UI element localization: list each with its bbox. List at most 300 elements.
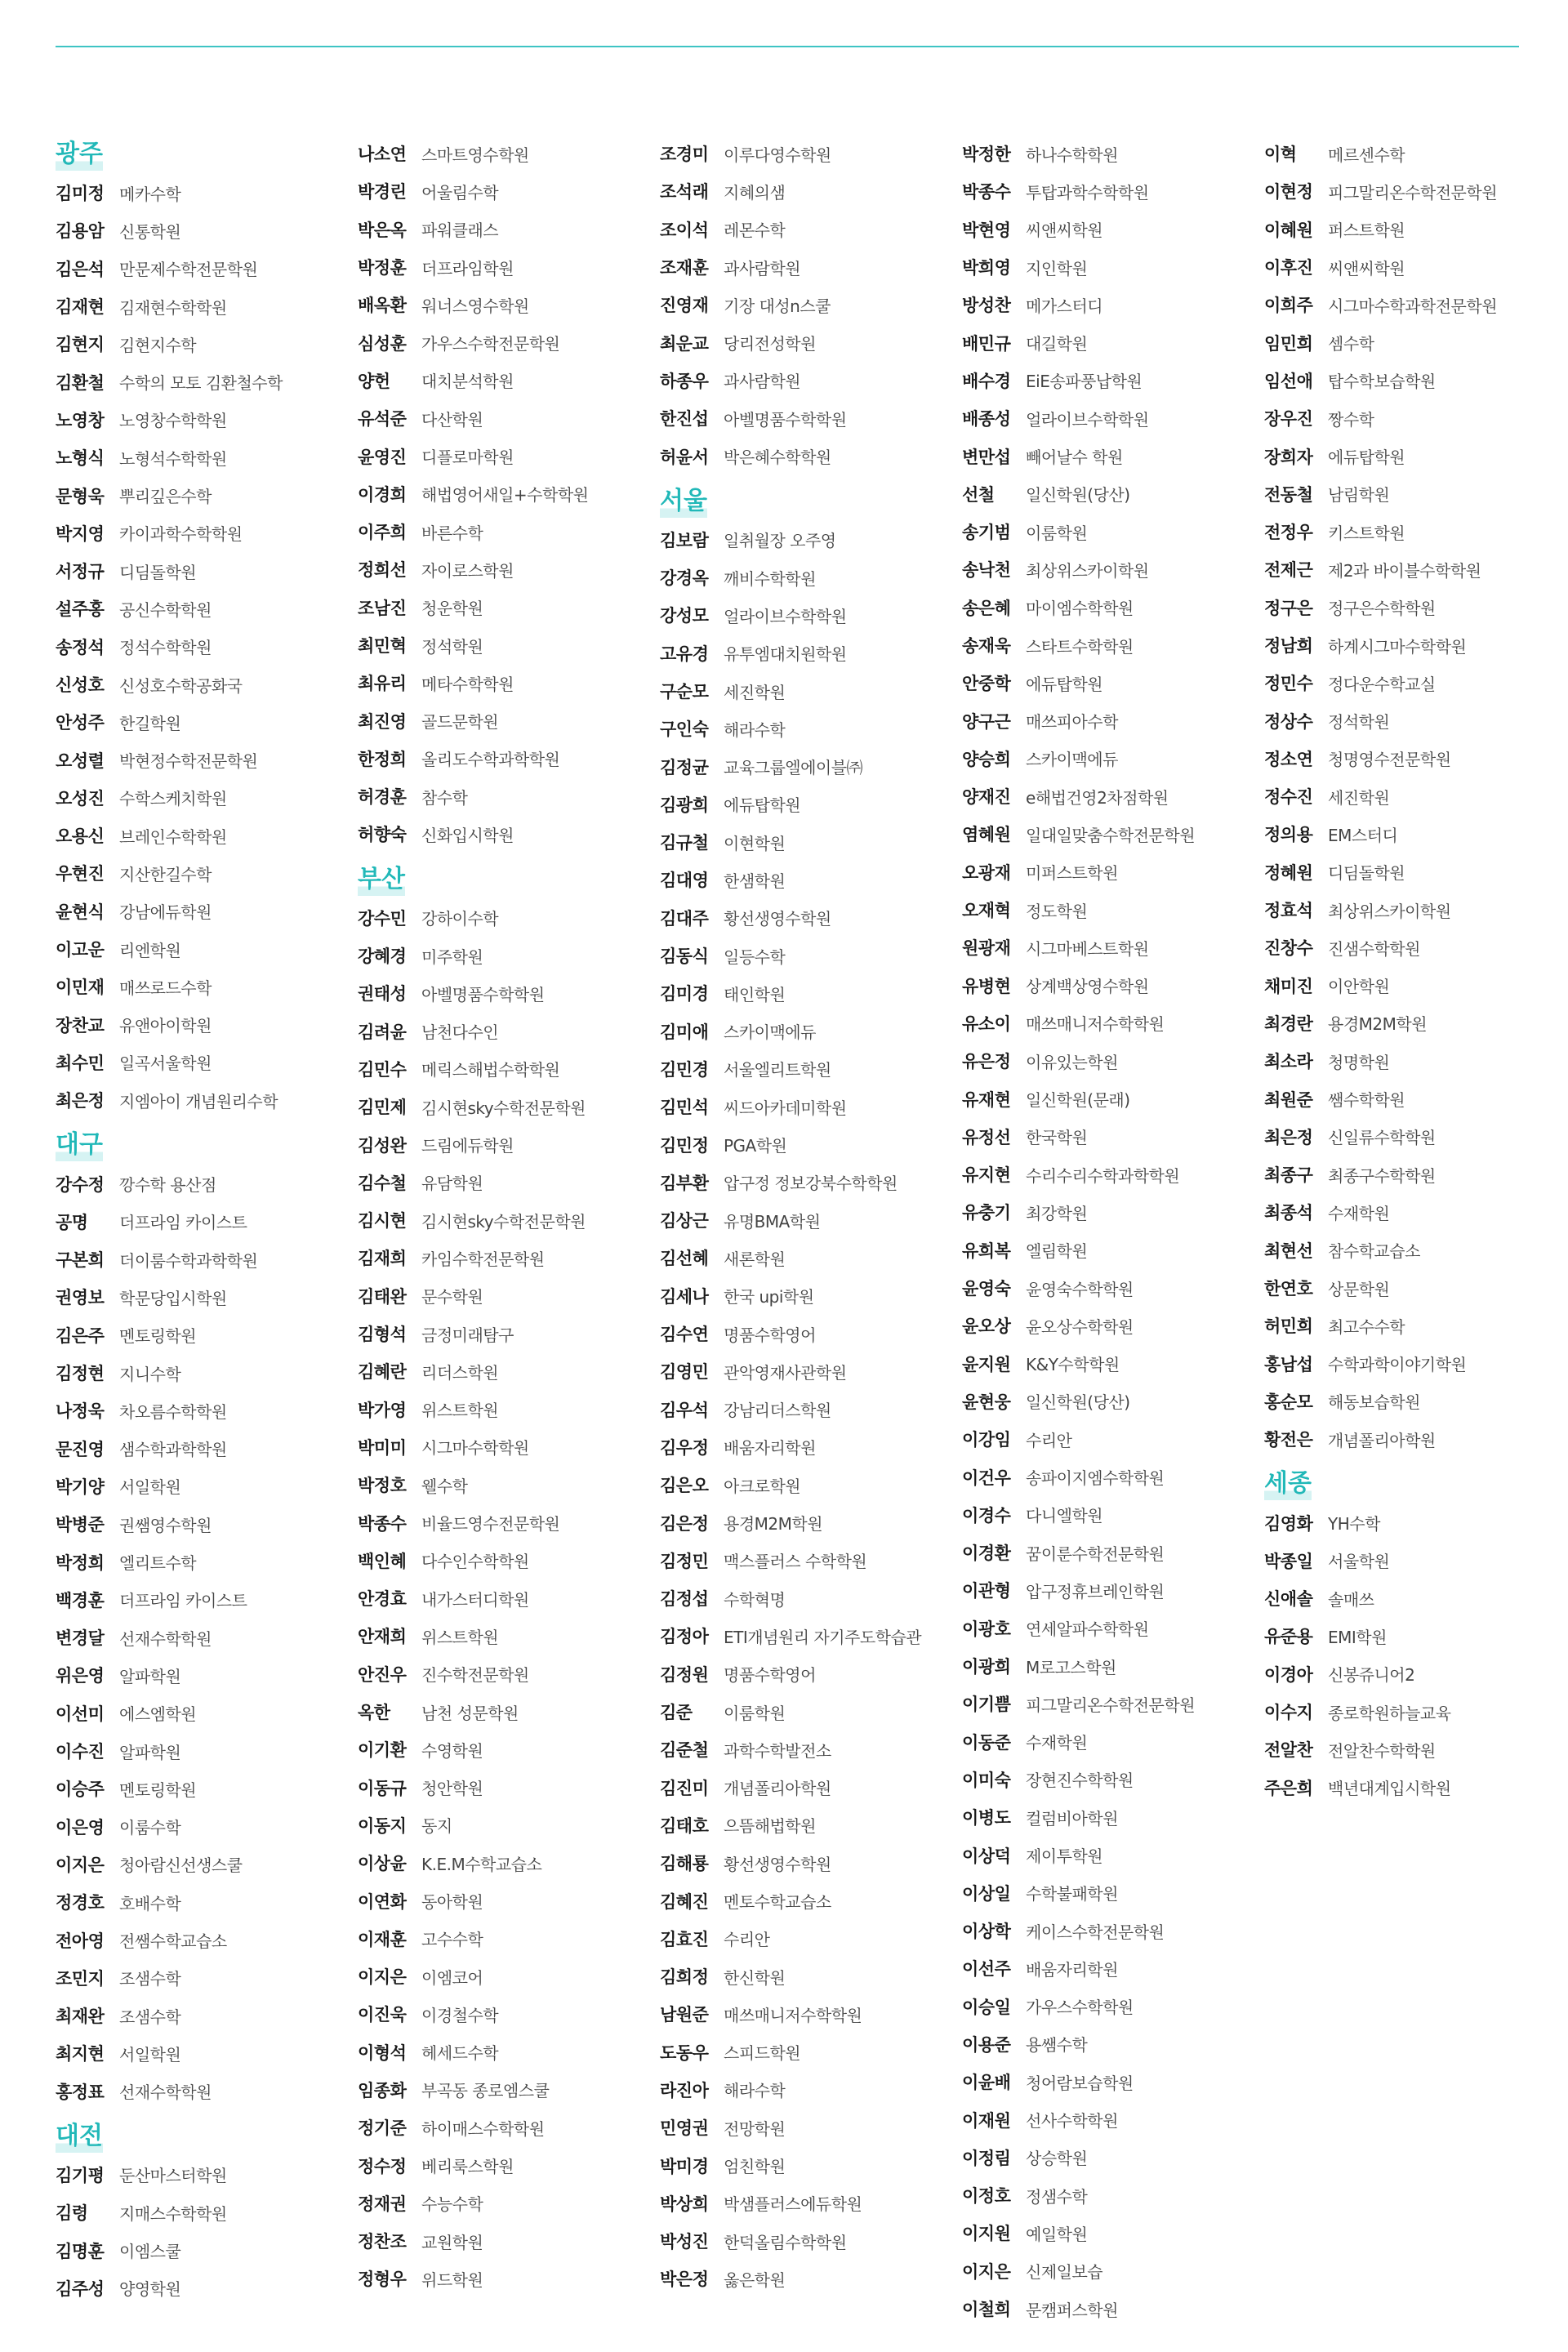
list-item [358,1768,652,1806]
academy-name: 종로학원하늘교육 [1328,1703,1451,1723]
academy-name: 알파학원 [119,1666,181,1686]
academy-name: 수재학원 [1026,1733,1088,1753]
list-item [56,552,350,590]
teacher-name: 송재욱 [962,636,1011,656]
academy-name: 시그마수학과학전문학원 [1328,296,1498,316]
teacher-name: 정형우 [358,2270,407,2290]
list-item [962,740,1256,777]
teacher-name: 박미경 [660,2156,709,2176]
academy-name: 일신학원(당산) [1026,1392,1130,1413]
academy-name: 최상위스카이학원 [1328,901,1451,921]
list-item [358,1958,652,1995]
teacher-name: 최민혁 [358,636,407,656]
list-item [660,1768,954,1806]
list-item [358,1013,652,1050]
list-item [660,2260,954,2297]
teacher-name: 송기범 [962,523,1011,543]
teacher-name: 박정훈 [358,258,407,278]
teacher-name: 김수철 [358,1173,407,1193]
academy-name: 피그말리온수학전문학원 [1328,182,1498,203]
teacher-name: 정경호 [56,1893,105,1913]
list-item [660,1239,954,1276]
teacher-name: 이광호 [962,1619,1011,1639]
teacher-name: 이미숙 [962,1770,1011,1790]
academy-name: 서울엘리트학원 [724,1060,831,1080]
list-item [358,437,652,474]
list-item [660,1428,954,1466]
teacher-name: 정희선 [358,560,407,581]
list-item [660,559,954,596]
list-item [962,1458,1256,1495]
teacher-name: 안성주 [56,713,105,733]
teacher-name: 이건우 [962,1468,1011,1488]
list-item [56,930,350,968]
teacher-name: 오용신 [56,826,105,847]
list-item [962,211,1256,248]
list-item [660,1201,954,1239]
teacher-name: 조남진 [358,598,407,618]
academy-name: 하나수학학원 [1026,145,1118,165]
teacher-name: 김시현 [358,1211,407,1232]
list-item [660,1844,954,1882]
list-item [358,777,652,815]
academy-name: 금정미래탐구 [421,1325,514,1345]
region-section [1264,135,1558,1458]
academy-name: 얼라이브수학학원 [1026,409,1149,430]
list-item [962,2063,1256,2100]
teacher-name: 장희자 [1264,447,1313,467]
list-item [962,929,1256,966]
teacher-name: 김성완 [358,1135,407,1156]
teacher-name: 김환철 [56,372,105,393]
teacher-name: 이승주 [56,1780,105,1800]
teacher-name: 이재훈 [358,1929,407,1949]
academy-name: 엘림학원 [1026,1241,1088,1262]
list-item [56,1278,350,1316]
top-divider-line [56,46,1519,47]
teacher-name: 김태호 [660,1815,709,1836]
list-item [660,899,954,937]
teacher-name: 채미진 [1264,976,1313,996]
academy-name: 가우스수학전문학원 [421,334,560,354]
list-item [1264,135,1558,172]
list-item [660,937,954,974]
academy-name: 아벨명품수학학원 [421,984,545,1004]
teacher-name: 오광재 [962,862,1011,883]
academy-name: 장현진수학학원 [1026,1771,1134,1791]
academy-name: 정샘수학 [1026,2186,1088,2207]
academy-name: 기장 대성n스쿨 [724,296,831,316]
teacher-name: 이수지 [1264,1703,1313,1723]
academy-name: 강남에듀학원 [119,902,212,923]
list-item [56,1695,350,1732]
list-item [660,1088,954,1125]
list-item [660,1013,954,1050]
list-item [56,1468,350,1505]
teacher-name: 김보람 [660,530,709,550]
academy-name: 헤세드수학 [421,2043,499,2064]
region-title: 부산 [358,865,405,896]
teacher-name: 송은혜 [962,598,1011,618]
teacher-name: 허경훈 [358,787,407,808]
teacher-name: 이용준 [962,2034,1011,2055]
academy-name: 메릭스해법수학학원 [421,1060,560,1080]
academy-name: 최종구수학학원 [1328,1165,1436,1186]
teacher-name: 김재희 [358,1249,407,1269]
academy-name: 투탑과학수학학원 [1026,182,1149,203]
academy-name: 미퍼스트학원 [1026,863,1118,884]
list-item [1264,815,1558,853]
teacher-name: 홍정표 [56,2082,105,2102]
academy-name: 위드학원 [421,2270,483,2290]
list-item [962,135,1256,172]
list-item [56,363,350,400]
academy-name: 스타트수학학원 [1026,636,1134,657]
academy-name: 엄친학원 [724,2157,786,2177]
teacher-name: 김민석 [660,1098,709,1118]
academy-name: 한샘학원 [724,871,786,891]
academy-name: 둔산마스터학원 [119,2166,227,2186]
teacher-name: 박현영 [962,220,1011,240]
teacher-name: 전알찬 [1264,1740,1313,1761]
list-item [1264,702,1558,739]
teacher-name: 오성렬 [56,751,105,771]
list-item [962,1836,1256,1873]
academy-name: 일신학원(당산) [1026,485,1130,506]
teacher-name: 김정섭 [660,1589,709,1610]
academy-name: 지산한길수학 [119,864,212,884]
teacher-name: 한진섭 [660,409,709,430]
list-item [56,1770,350,1807]
academy-name: 이룸학원 [724,1703,786,1723]
teacher-name: 김희정 [660,1967,709,1988]
column-1 [56,135,350,2307]
teacher-name: 강경옥 [660,568,709,589]
region-section [1264,1458,1558,1806]
academy-name: EiE송파풍납학원 [1026,372,1143,392]
academy-name: 수리안 [724,1930,770,1950]
academy-name: 최고수수학 [1328,1316,1405,1337]
region-section [660,135,954,475]
teacher-name: 홍순모 [1264,1392,1313,1412]
list-item [962,1949,1256,1987]
academy-name: 맥스플러스 수학학원 [724,1552,867,1572]
list-item [358,702,652,739]
teacher-name: 권영보 [56,1288,105,1308]
academy-name: 박샘플러스에듀학원 [724,2194,862,2215]
academy-name: 한국 upi학원 [724,1287,814,1307]
list-item [1264,550,1558,588]
academy-name: 신화입시학원 [421,825,514,845]
teacher-name: 문형욱 [56,486,105,506]
list-item [962,172,1256,210]
list-item [1264,248,1558,286]
teacher-name: 김진미 [660,1778,709,1798]
academy-name: 노영창수학학원 [119,411,227,431]
teacher-name: 이동준 [962,1732,1011,1753]
list-item [56,1656,350,1694]
academy-name: 시그마수학학원 [421,1438,529,1459]
teacher-name: 이승일 [962,1997,1011,2017]
teacher-name: 허향숙 [358,825,407,845]
teacher-name: 양헌 [358,371,390,391]
academy-name: 세진학원 [724,682,786,702]
teacher-name: 박성진 [660,2232,709,2252]
academy-name: 동지 [421,1816,452,1837]
academy-name: 청운학원 [421,599,483,619]
academy-name: 이현학원 [724,833,786,853]
teacher-name: 김민경 [660,1059,709,1080]
list-item [660,399,954,437]
list-item [358,2109,652,2146]
list-item [660,710,954,747]
list-item [358,1731,652,1768]
academy-name: 수영학원 [421,1740,483,1761]
teacher-name: 이상일 [962,1883,1011,1904]
academy-name: 수학과학이야기학원 [1328,1355,1467,1375]
teacher-name: 허민희 [1264,1316,1313,1337]
teacher-name: 한정희 [358,749,407,769]
teacher-name: 윤오상 [962,1316,1011,1337]
teacher-name: 최현선 [1264,1241,1313,1261]
teacher-name: 박지영 [56,523,105,544]
list-item [1264,740,1558,777]
academy-name: 빼어날수 학원 [1026,448,1123,468]
list-item [1264,437,1558,474]
teacher-name: 이기쁨 [962,1695,1011,1715]
academy-name: 더이룸수학과학학원 [119,1250,258,1271]
academy-name: 용경M2M학원 [724,1514,823,1535]
teacher-name: 안재희 [358,1627,407,1647]
list-item [1264,1542,1558,1579]
list-item [1264,1156,1558,1193]
academy-name: 부곡동 종로엠스쿨 [421,2081,550,2101]
list-item [660,2222,954,2260]
academy-name: 해라수학 [724,719,786,740]
teacher-name: 유은정 [962,1052,1011,1072]
region-section [962,135,1256,2328]
teacher-name: 이선주 [962,1959,1011,1980]
list-item [962,286,1256,323]
list-item [56,854,350,892]
list-item [962,1004,1256,1042]
teacher-name: 홍남섭 [1264,1354,1313,1374]
list-item [358,323,652,361]
list-item [660,861,954,898]
academy-name: 대길학원 [1026,334,1088,354]
academy-name: 서일학원 [119,1477,181,1498]
list-item [1264,626,1558,664]
academy-name: 짱수학 [1328,409,1374,430]
academy-name: 수학불패학원 [1026,1884,1118,1904]
academy-name: 에듀탑학원 [724,795,801,816]
teacher-name: 원광재 [962,938,1011,959]
list-item [358,399,652,437]
list-item [358,1579,652,1617]
list-item [1264,1193,1558,1231]
list-item [56,325,350,363]
teacher-name: 공명 [56,1212,88,1232]
teacher-name: 이경아 [1264,1664,1313,1685]
academy-name: 메카수학 [119,184,181,204]
list-item [962,513,1256,550]
academy-name: 한덕올림수학학원 [724,2232,847,2252]
teacher-name: 한연호 [1264,1279,1313,1299]
academy-name: 정구은수학학원 [1328,599,1436,619]
teacher-name: 유재현 [962,1089,1011,1110]
teacher-name: 유준용 [1264,1627,1313,1647]
list-item [56,1959,350,1997]
teacher-name: 임민희 [1264,333,1313,354]
teacher-name: 황전은 [1264,1430,1313,1450]
list-item [660,1731,954,1768]
list-item [660,1995,954,2033]
list-item [962,967,1256,1004]
academy-name: 상문학원 [1328,1279,1390,1299]
teacher-name: 이수진 [56,1742,105,1762]
academy-name: 에듀탑학원 [1026,674,1103,694]
academy-name: 멘토수학교습소 [724,1892,831,1912]
academy-name: 에듀탑학원 [1328,448,1405,468]
list-item [660,135,954,172]
list-item [56,1081,350,1119]
academy-name: 과학수학발전소 [724,1740,831,1761]
list-item [56,2156,350,2194]
list-item [962,1042,1256,1080]
list-item [1264,362,1558,399]
academy-name: 카이과학수학학원 [119,524,243,545]
teacher-name: 양재진 [962,787,1011,808]
list-item [56,439,350,476]
teacher-name: 김준 [660,1703,693,1723]
list-item [962,1571,1256,1609]
teacher-name: 이윤배 [962,2073,1011,2093]
list-item [660,1125,954,1163]
academy-name: 미주학원 [421,947,483,967]
list-item [962,815,1256,853]
academy-name: 한길학원 [119,713,181,733]
academy-name: 이룸학원 [1026,523,1088,543]
list-item [1264,1232,1558,1269]
list-item [56,250,350,287]
academy-name: 개념폴리아학원 [1328,1430,1436,1450]
teacher-name: 박은정 [660,2270,709,2290]
academy-name: 메타수학학원 [421,674,514,694]
list-item [660,1050,954,1088]
list-item [56,1883,350,1921]
teacher-name: 문진영 [56,1439,105,1459]
teacher-name: 박정희 [56,1552,105,1573]
list-item [660,1315,954,1352]
list-item [56,1316,350,1354]
academy-name: 유담학원 [421,1174,483,1194]
academy-name: 신제일보습 [1026,2262,1103,2283]
list-item [1264,1383,1558,1420]
teacher-name: 이고운 [56,940,105,960]
teacher-name: 김려윤 [358,1022,407,1042]
academy-name: 교원학원 [421,2232,483,2252]
list-item [660,1391,954,1428]
list-item [1264,929,1558,966]
list-item [358,2222,652,2260]
academy-name: 다산학원 [421,409,483,430]
academy-name: 멘토링학원 [119,1326,197,1347]
teacher-name: 송낙천 [962,560,1011,581]
list-item [1264,475,1558,513]
list-item [660,1655,954,1693]
academy-name: 유앤아이학원 [119,1016,212,1036]
academy-name: 베리룩스학원 [421,2157,514,2177]
list-item [56,1392,350,1429]
teacher-name: 옥한 [358,1703,390,1723]
teacher-name: 변만섭 [962,447,1011,467]
academy-name: 참수학 [421,787,468,808]
list-item [56,741,350,778]
academy-name: 연세알파수학학원 [1026,1619,1149,1640]
teacher-name: 정민수 [1264,674,1313,694]
academy-name: 윤영숙수학학원 [1026,1279,1134,1299]
teacher-name: 이지은 [358,1967,407,1988]
list-item [660,1352,954,1390]
list-item [358,589,652,626]
teacher-name: 윤현식 [56,902,105,922]
list-item [962,1080,1256,1117]
academy-name: 세진학원 [1328,787,1390,808]
teacher-name: 김태완 [358,1286,407,1307]
academy-name: 박현정수학전문학원 [119,751,258,772]
list-item [1264,1693,1558,1731]
teacher-name: 정수진 [1264,787,1313,808]
teacher-name: 유지현 [962,1165,1011,1186]
academy-name: 탑수학보습학원 [1328,372,1436,392]
academy-name: 다수인수학학원 [421,1552,529,1572]
teacher-name: 강혜경 [358,947,407,967]
academy-name: 최상위스카이학원 [1026,560,1149,581]
teacher-name: 유정선 [962,1127,1011,1147]
list-item [962,1761,1256,1798]
list-item [962,399,1256,437]
teacher-name: 김광희 [660,795,709,815]
column-3 [660,135,954,2298]
list-item [358,1315,652,1352]
teacher-name: 안중학 [962,674,1011,694]
academy-name: 청아람신선생스쿨 [119,1855,243,1876]
academy-name: 이안학원 [1328,977,1390,997]
teacher-name: 노영창 [56,410,105,430]
list-item [358,1277,652,1315]
teacher-name: 정수정 [358,2156,407,2176]
list-item [56,893,350,930]
list-item [56,2194,350,2231]
teacher-name: 조재훈 [660,258,709,278]
list-item [1264,172,1558,210]
academy-name: 압구정휴브레인학원 [1026,1581,1165,1601]
teacher-name: 양구근 [962,711,1011,732]
list-item [1264,513,1558,550]
academy-name: 과사람학원 [724,372,801,392]
teacher-name: 전동철 [1264,484,1313,505]
academy-name: 씨앤씨학원 [1026,220,1103,241]
list-item [56,1505,350,1543]
teacher-name: 정혜원 [1264,862,1313,883]
list-item [1264,1042,1558,1080]
list-item [962,1647,1256,1685]
academy-name: 매쓰매니저수학학원 [1026,1014,1165,1035]
academy-name: 당리전성학원 [724,334,816,354]
academy-name: 신통학원 [119,221,181,242]
list-item [962,362,1256,399]
teacher-name: 이상학 [962,1922,1011,1942]
